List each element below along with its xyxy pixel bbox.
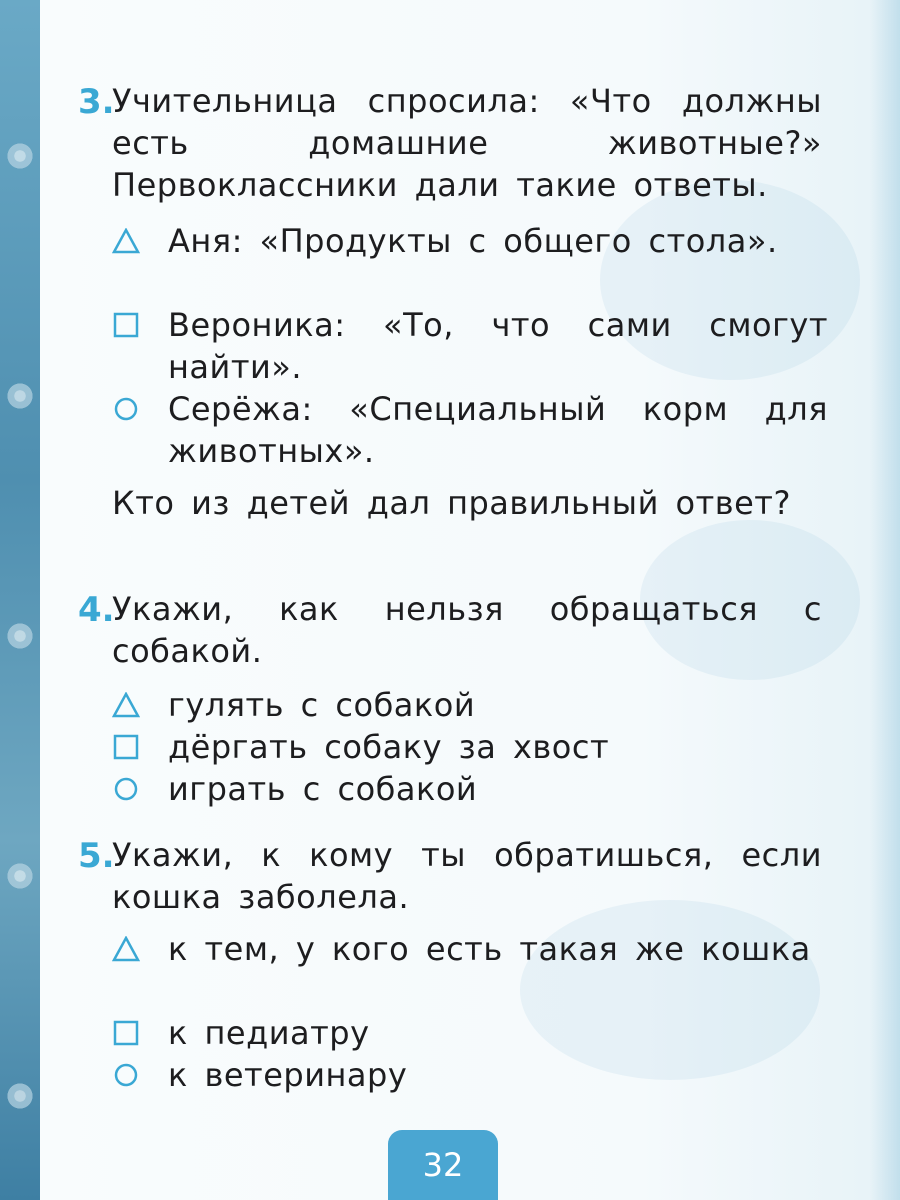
flower-icon [4, 380, 36, 412]
decorative-left-margin [0, 0, 40, 1200]
option-text: дёргать собаку за хвост [168, 728, 610, 766]
option-text: к педиатру [168, 1014, 370, 1052]
option-text: гулять с собакой [168, 686, 476, 724]
page-number: 32 [422, 1146, 464, 1184]
flower-icon [4, 860, 36, 892]
option-text: играть с собакой [168, 770, 478, 808]
option-text: к ветеринару [168, 1056, 408, 1094]
flower-icon [4, 620, 36, 652]
circle-icon [112, 396, 140, 422]
question-number: 5. [78, 836, 115, 876]
option-text: Вероника: «То, что сами смогут найти». [168, 306, 828, 386]
question-number: 4. [78, 590, 115, 630]
circle-icon [112, 776, 140, 802]
triangle-icon [112, 228, 140, 254]
triangle-icon [112, 936, 140, 962]
flower-icon [4, 140, 36, 172]
question-text: Укажи, как нельзя обращаться с собакой. [112, 590, 822, 670]
triangle-icon [112, 692, 140, 718]
circle-icon [112, 1062, 140, 1088]
square-icon [112, 734, 140, 760]
question-number: 3. [78, 82, 115, 122]
flower-icon [4, 1080, 36, 1112]
square-icon [112, 312, 140, 338]
option-text: Серёжа: «Специальный корм для животных». [168, 390, 828, 470]
page-number-tab [388, 1130, 498, 1200]
followup-question: Кто из детей дал правильный ответ? [112, 484, 791, 522]
question-text: Укажи, к кому ты обратишься, если кошка заболела. [112, 836, 822, 916]
square-icon [112, 1020, 140, 1046]
option-text: к тем, у кого есть такая же кошка [168, 930, 811, 968]
option-text: Аня: «Продукты с общего стола». [168, 222, 778, 260]
question-text: Учительница спросила: «Что должны есть домашние животные?» Первоклассники дали такие ответы. [112, 82, 822, 204]
